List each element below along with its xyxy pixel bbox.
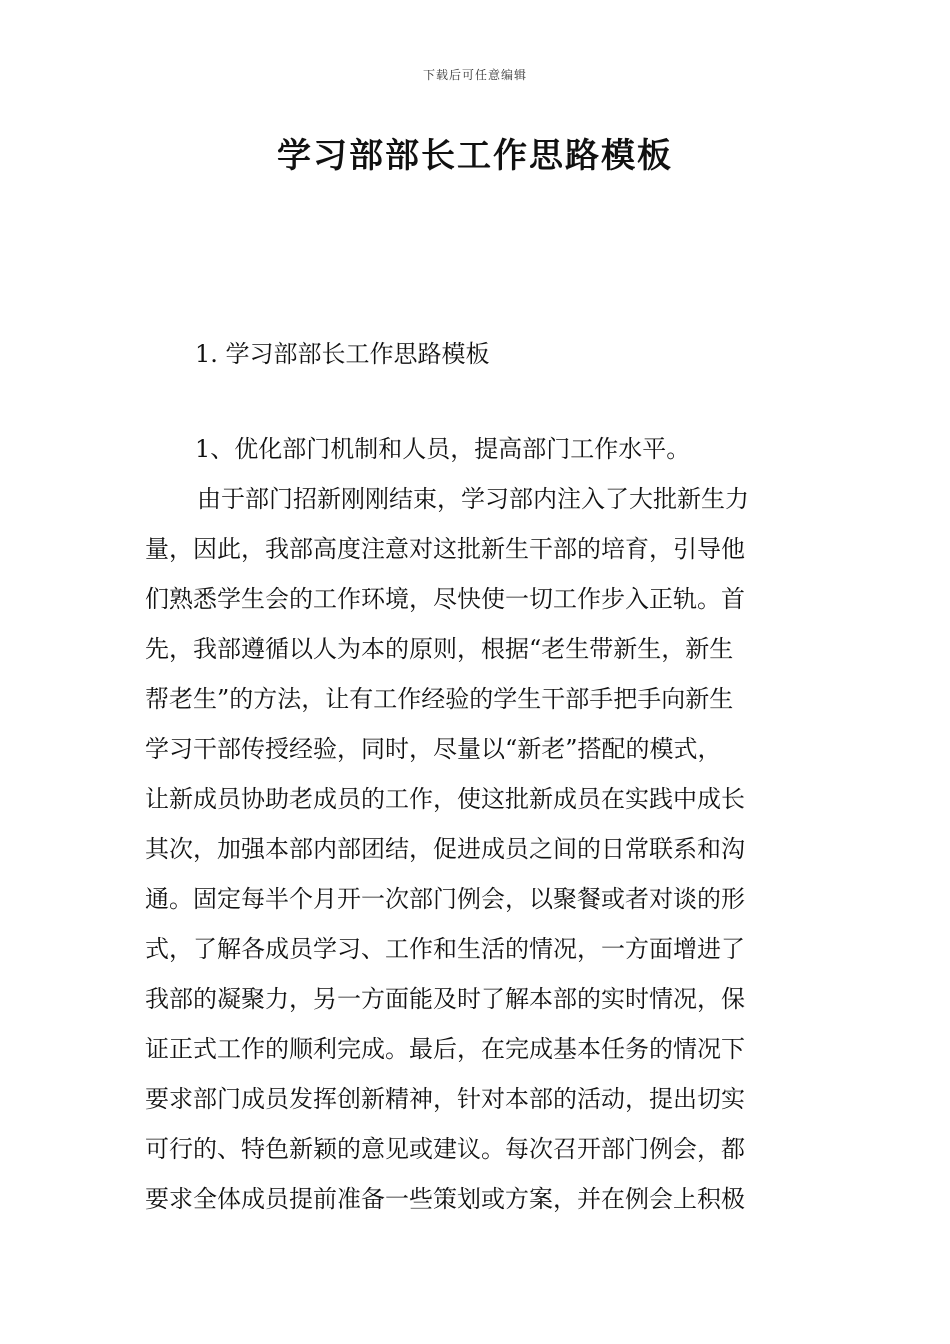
subheading: 1. 学习部部长工作思路模板 xyxy=(195,340,490,368)
body-line: 我部的凝聚力，另一方面能及时了解本部的实时情况，保 xyxy=(145,985,745,1013)
body-paragraph xyxy=(145,474,810,1224)
body-line: 先，我部遵循以人为本的原则，根据“老生带新生，新生 xyxy=(145,635,734,663)
page-title: 学习部部长工作思路模板 xyxy=(277,136,673,176)
body-line: 要求部门成员发挥创新精神，针对本部的活动，提出切实 xyxy=(145,1085,745,1113)
header-note: 下载后可任意编辑 xyxy=(422,68,527,82)
body-line: 证正式工作的顺利完成。最后，在完成基本任务的情况下 xyxy=(145,1035,745,1063)
body-line: 可行的、特色新颖的意见或建议。每次召开部门例会，都 xyxy=(145,1135,745,1163)
body-line: 式，了解各成员学习、工作和生活的情况，一方面增进了 xyxy=(145,935,745,963)
body-line: 通。固定每半个月开一次部门例会，以聚餐或者对谈的形 xyxy=(145,885,745,913)
body-line: 量，因此，我部高度注意对这批新生干部的培育，引导他 xyxy=(145,535,745,563)
body-line: 们熟悉学生会的工作环境，尽快使一切工作步入正轨。首 xyxy=(145,585,745,613)
body-line: 由于部门招新刚刚结束，学习部内注入了大批新生力 xyxy=(197,485,749,513)
body-line: 让新成员协助老成员的工作，使这批新成员在实践中成长 xyxy=(145,785,745,813)
body-line: 要求全体成员提前准备一些策划或方案，并在例会上积极 xyxy=(145,1185,745,1213)
section-heading: 1、优化部门机制和人员，提高部门工作水平。 xyxy=(195,435,691,463)
body-line: 学习干部传授经验，同时，尽量以“新老”搭配的模式， xyxy=(145,735,722,763)
body-line: 帮老生”的方法，让有工作经验的学生干部手把手向新生 xyxy=(145,685,734,713)
body-line: 其次，加强本部内部团结，促进成员之间的日常联系和沟 xyxy=(145,835,745,863)
